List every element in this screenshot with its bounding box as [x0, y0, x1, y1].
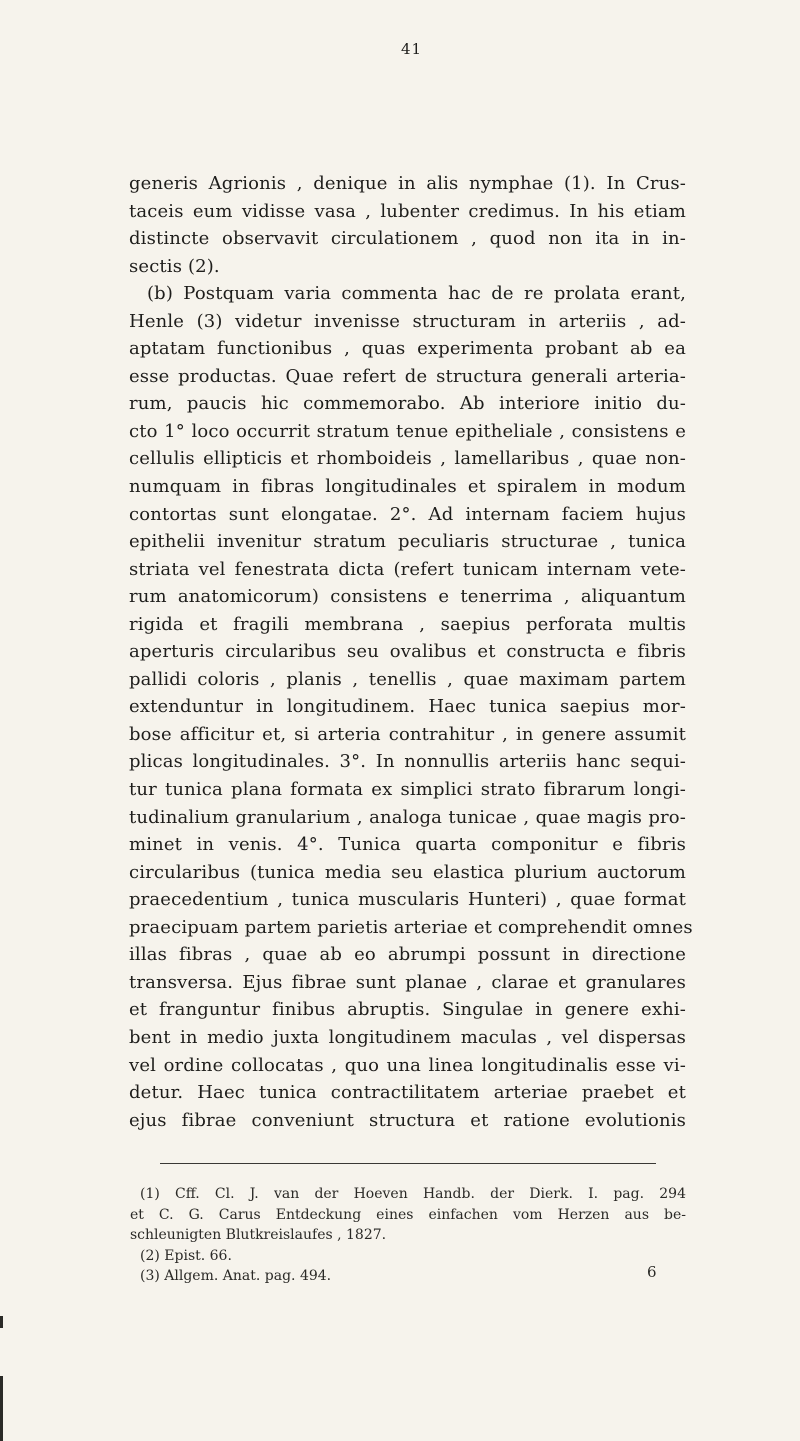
text-line: extenduntur in longitudinem. Haec tunica saepius mor-	[129, 696, 686, 718]
text-line: minet in venis. 4°. Tunica quarta componitur e fibris	[129, 834, 686, 856]
text-line: numquam in fibras longitudinales et spiralem in modum	[129, 476, 686, 498]
text-line: circularibus (tunica media seu elastica plurium auctorum	[129, 861, 686, 883]
text-line: Henle (3) videtur invenisse structuram in arteriis , ad-	[129, 310, 686, 332]
signature-mark: 6	[647, 1263, 657, 1281]
text-line: aptatam functionibus , quas experimenta probant ab ea	[129, 338, 686, 360]
text-line: detur. Haec tunica contractilitatem arteriae praebet et	[129, 1082, 686, 1104]
binding-edge-mark	[0, 1376, 3, 1441]
text-line: plicas longitudinales. 3°. In nonnullis arteriis hanc sequi-	[129, 751, 686, 773]
text-line: distincte observavit circulationem , quod non ita in in-	[129, 228, 686, 250]
text-line: contortas sunt elongatae. 2°. Ad internam faciem hujus	[129, 503, 686, 525]
text-line: praecedentium , tunica muscularis Hunteri) , quae format	[129, 889, 686, 911]
body-text	[129, 170, 693, 1134]
text-line: taceis eum vidisse vasa , lubenter credimus. In his etiam	[129, 200, 686, 222]
text-line: ejus fibrae conveniunt structura et ratione evolutionis	[129, 1109, 686, 1131]
text-line: praecipuam partem parietis arteriae et comprehendit omnes	[129, 916, 693, 938]
text-line: tudinalium granularium , analoga tunicae , quae magis pro-	[129, 806, 686, 828]
text-line: (b) Postquam varia commenta hac de re prolata erant,	[147, 283, 686, 305]
binding-edge-mark	[0, 1316, 3, 1328]
text-line: rum, paucis hic commemorabo. Ab interiore initio du-	[129, 393, 686, 415]
text-line: cto 1° loco occurrit stratum tenue epitheliale , consistens e	[129, 420, 686, 442]
text-line: epithelii invenitur stratum peculiaris structurae , tunica	[129, 531, 686, 553]
text-line: tur tunica plana formata ex simplici strato fibrarum longi-	[129, 779, 686, 801]
footnote-line: schleunigten Blutkreislaufes , 1827.	[130, 1227, 387, 1243]
text-line: generis Agrionis , denique in alis nymphae (1). In Crus-	[129, 173, 686, 194]
text-line: sectis (2).	[129, 255, 220, 277]
text-line: cellulis ellipticis et rhomboideis , lamellaribus , quae non-	[129, 448, 686, 470]
text-line: illas fibras , quae ab eo abrumpi possunt in directione	[129, 944, 686, 966]
footnote-line: (1) Cff. Cl. J. van der Hoeven Handb. der Dierk. I. pag. 294	[140, 1186, 686, 1202]
text-line: vel ordine collocatas , quo una linea longitudinalis esse vi-	[129, 1054, 686, 1076]
text-line: bent in medio juxta longitudinem maculas , vel dispersas	[129, 1026, 686, 1048]
text-line: et franguntur finibus abruptis. Singulae in genere exhi-	[129, 999, 686, 1021]
text-line: striata vel fenestrata dicta (refert tunicam internam vete-	[129, 558, 686, 580]
text-line: rum anatomicorum) consistens e tenerrima , aliquantum	[129, 586, 686, 608]
footnote-line: et C. G. Carus Entdeckung eines einfachen vom Herzen aus be-	[130, 1206, 686, 1223]
text-line: esse productas. Quae refert de structura generali arteria-	[129, 365, 686, 387]
footnote-divider	[160, 1163, 656, 1164]
text-line: rigida et fragili membrana , saepius perforata multis	[129, 613, 686, 635]
text-line: bose afficitur et, si arteria contrahitur , in genere assumit	[129, 723, 686, 745]
footnotes	[130, 1184, 686, 1287]
page-number: 41	[401, 40, 423, 58]
text-line: aperturis circularibus seu ovalibus et constructa e fibris	[129, 641, 686, 663]
text-line: transversa. Ejus fibrae sunt planae , clarae et granulares	[129, 971, 686, 993]
text-line: pallidi coloris , planis , tenellis , quae maximam partem	[129, 668, 686, 690]
footnote-line: (2) Epist. 66.	[140, 1247, 232, 1264]
footnote-line: (3) Allgem. Anat. pag. 494.	[140, 1268, 332, 1284]
